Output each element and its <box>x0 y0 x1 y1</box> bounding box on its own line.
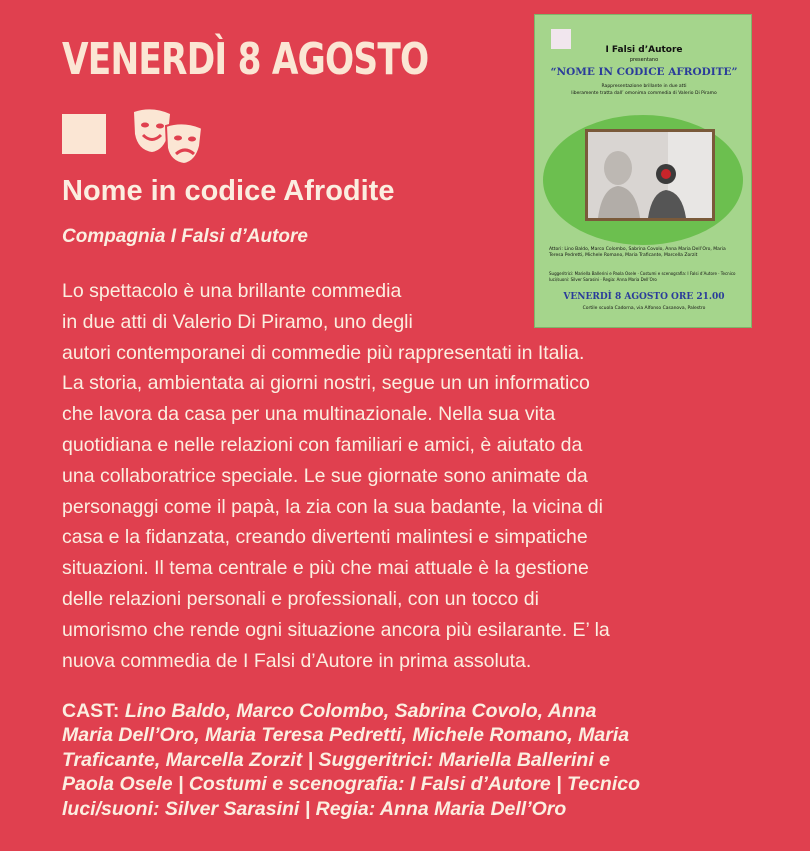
cast-label: CAST: <box>62 700 120 722</box>
description-line: umorismo che rende ogni situazione ancora più esilarante. E’ la <box>62 618 610 641</box>
poster-description: Rappresentazione brillante in due atti <box>601 84 687 89</box>
description-line: che lavora da casa per una multinazionale. Nella sua vita <box>62 403 556 426</box>
square-icon <box>62 114 106 154</box>
description-line: quotidiana e nelle relazioni con familiari e amici, è aiutato da <box>62 433 583 456</box>
poster-cast: Attori: Lino Baldo, Marco Colombo, Sabrina Covolo, Anna Maria Dell’Oro, Maria Teresa Pedretti, Michele Romano, Maria Traficante, Marcella Zorzit <box>549 247 726 258</box>
description-line: autori contemporanei di commedie più rappresentati in Italia. <box>62 341 585 364</box>
poster-photo <box>585 129 715 221</box>
statue-image-icon <box>588 132 712 218</box>
description-line: in due atti di Valerio Di Piramo, uno degli <box>62 310 413 333</box>
event-company: Compagnia I Falsi d’Autore <box>62 226 308 247</box>
poster-show-title: “NOME IN CODICE AFRODITE” <box>550 66 738 78</box>
cast-line: Traficante, Marcella Zorzit | Suggeritrici: Mariella Ballerini e <box>62 748 611 771</box>
cast-line: Paola Osele | Costumi e scenografia: I Falsi d’Autore | Tecnico <box>62 773 641 796</box>
cast-line <box>62 699 640 723</box>
cast-line: luci/suoni: Silver Sarasini | Regia: Anna Maria Dell’Oro <box>62 797 567 820</box>
event-poster <box>534 14 752 328</box>
event-title: Nome in codice Afrodite <box>62 175 395 207</box>
description-line: La storia, ambientata ai giorni nostri, segue un un informatico <box>62 372 590 395</box>
poster-tech: Suggeritrici: Mariella Ballerini e Paola Osele · Costumi e scenografia: I Falsi d’Autore · Tecnico luci/suoni: Silver Sarasini · Regia: Anna Maria Dell’Oro <box>549 271 736 282</box>
event-cast <box>62 699 640 821</box>
description-line: situazioni. Il tema centrale e più che mai attuale è la gestione <box>62 557 589 580</box>
description-line: personaggi come il papà, la zia con la sua badante, la vicina di <box>62 495 603 518</box>
poster-company: I Falsi d’Autore <box>605 45 683 55</box>
description-line: casa e la fidanzata, creando divertenti malintesi e simpatiche <box>62 526 588 549</box>
cast-line: Maria Dell’Oro, Maria Teresa Pedretti, Michele Romano, Maria <box>62 724 630 747</box>
description-line: delle relazioni personali e professionali, con un tocco di <box>62 587 539 610</box>
poster-presents: presentano <box>629 57 659 63</box>
event-date: VENERDÌ 8 AGOSTO <box>62 34 429 85</box>
poster-place: Cortile scuola Cadorna, via Alfonso Casanova, Palestro <box>582 306 706 311</box>
description-line: Lo spettacolo è una brillante commedia <box>62 280 402 302</box>
description-line: nuova commedia de I Falsi d’Autore in prima assoluta. <box>62 649 532 672</box>
description-line: una collaboratrice speciale. Le sue giornate sono animate da <box>62 464 588 487</box>
cast-text: Lino Baldo, Marco Colombo, Sabrina Covolo, Anna <box>124 700 597 722</box>
theater-masks-icon <box>130 108 206 166</box>
poster-description: liberamente tratta dall’ omonima commedia di Valerio Di Piramo <box>571 91 717 96</box>
poster-date: VENERDÌ 8 AGOSTO ORE 21.00 <box>563 292 725 302</box>
event-description <box>62 276 610 676</box>
